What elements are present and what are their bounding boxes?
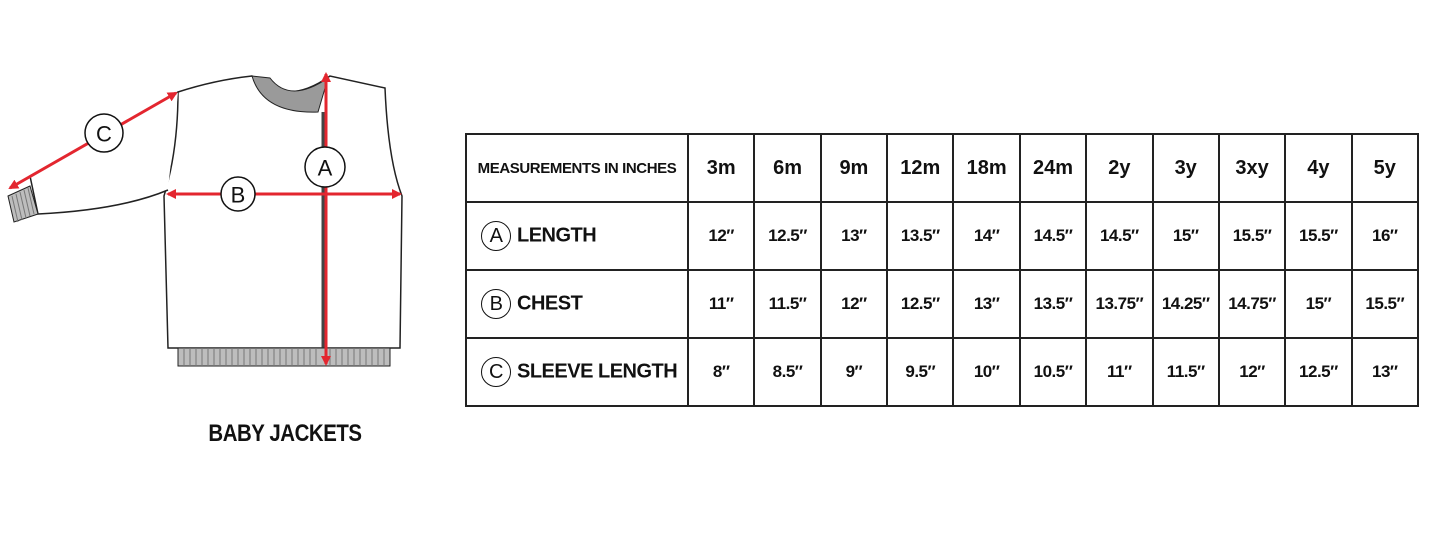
row-label-text: LENGTH — [517, 224, 597, 247]
jacket-body-outline — [164, 76, 402, 348]
jacket-sleeve-outline — [30, 92, 178, 214]
table-cell: 10″ — [953, 338, 1019, 406]
table-cell: 14.5″ — [1086, 202, 1152, 270]
illustration-caption: BABY JACKETS — [208, 420, 362, 447]
table-cell: 10.5″ — [1020, 338, 1086, 406]
table-cell: 12.5″ — [887, 270, 953, 338]
table-cell: 13.5″ — [887, 202, 953, 270]
size-header: 2y — [1086, 134, 1152, 202]
table-row-sleeve-length — [466, 338, 1418, 406]
table-cell: 11.5″ — [754, 270, 820, 338]
table-cell: 14.5″ — [1020, 202, 1086, 270]
marker-a-letter: A — [317, 155, 333, 181]
corner-header: MEASUREMENTS IN INCHES — [466, 134, 688, 202]
size-header: 18m — [953, 134, 1019, 202]
table-cell: 13″ — [953, 270, 1019, 338]
table-cell: 14.75″ — [1219, 270, 1285, 338]
row-marker-b: B — [481, 289, 511, 319]
size-header: 24m — [1020, 134, 1086, 202]
table-cell: 14″ — [953, 202, 1019, 270]
table-cell: 13″ — [1352, 338, 1418, 406]
jacket-illustration — [0, 60, 420, 380]
row-label-sleeve-length — [466, 338, 688, 406]
table-header-row — [466, 134, 1418, 202]
table-cell: 9″ — [821, 338, 887, 406]
size-chart-table — [465, 133, 1419, 407]
row-label-length — [466, 202, 688, 270]
size-header: 6m — [754, 134, 820, 202]
size-header: 3m — [688, 134, 754, 202]
table-cell: 13.75″ — [1086, 270, 1152, 338]
size-header: 3xy — [1219, 134, 1285, 202]
table-cell: 11.5″ — [1153, 338, 1219, 406]
table-cell: 15.5″ — [1285, 202, 1351, 270]
marker-b-letter: B — [230, 182, 246, 208]
marker-c-letter: C — [96, 121, 112, 147]
table-row-chest — [466, 270, 1418, 338]
table-cell: 15″ — [1153, 202, 1219, 270]
row-label-chest — [466, 270, 688, 338]
table-cell: 8″ — [688, 338, 754, 406]
table-row-length — [466, 202, 1418, 270]
table-cell: 12.5″ — [754, 202, 820, 270]
table-cell: 12″ — [688, 202, 754, 270]
table-cell: 15.5″ — [1352, 270, 1418, 338]
table-cell: 16″ — [1352, 202, 1418, 270]
table-cell: 13″ — [821, 202, 887, 270]
table-cell: 8.5″ — [754, 338, 820, 406]
table-cell: 12.5″ — [1285, 338, 1351, 406]
table-cell: 12″ — [821, 270, 887, 338]
table-cell: 11″ — [1086, 338, 1152, 406]
table-cell: 12″ — [1219, 338, 1285, 406]
row-marker-c: C — [481, 357, 511, 387]
row-marker-a: A — [481, 221, 511, 251]
row-label-text: SLEEVE LENGTH — [517, 360, 678, 383]
table-cell: 13.5″ — [1020, 270, 1086, 338]
jacket-waistband — [178, 348, 390, 366]
table-cell: 15.5″ — [1219, 202, 1285, 270]
size-header: 3y — [1153, 134, 1219, 202]
table-cell: 11″ — [688, 270, 754, 338]
table-cell: 9.5″ — [887, 338, 953, 406]
size-header: 5y — [1352, 134, 1418, 202]
table-cell: 15″ — [1285, 270, 1351, 338]
row-label-text: CHEST — [517, 292, 583, 315]
size-header: 12m — [887, 134, 953, 202]
size-header: 9m — [821, 134, 887, 202]
table-cell: 14.25″ — [1153, 270, 1219, 338]
size-header: 4y — [1285, 134, 1351, 202]
